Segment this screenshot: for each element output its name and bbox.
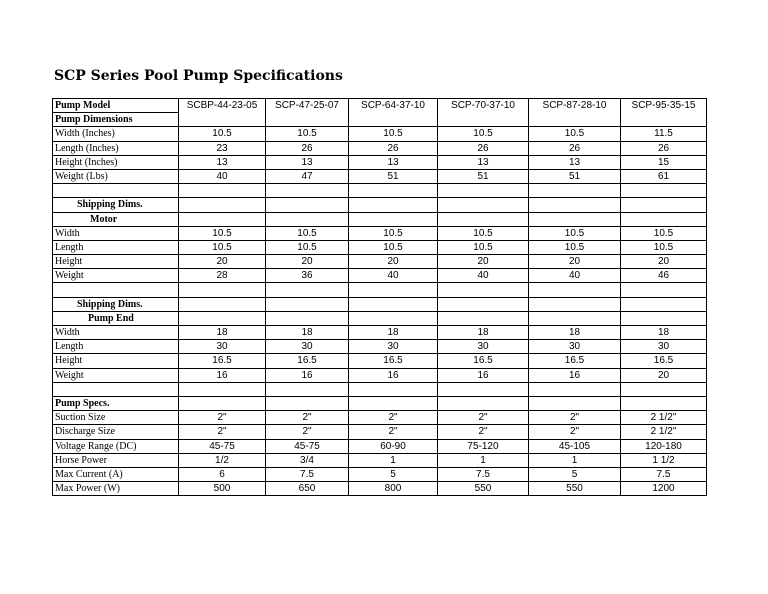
section-row <box>53 212 707 226</box>
spacer-row <box>53 283 707 297</box>
empty-cell <box>349 311 438 325</box>
table-row <box>53 155 707 169</box>
empty-cell <box>529 212 621 226</box>
value-cell: 10.5 <box>438 127 529 141</box>
empty-cell <box>621 212 707 226</box>
empty-cell <box>529 184 621 198</box>
empty-cell <box>53 184 179 198</box>
value-cell: 550 <box>438 482 529 496</box>
table-row <box>53 226 707 240</box>
value-cell: 7.5 <box>621 467 707 481</box>
value-cell: 16.5 <box>438 354 529 368</box>
row-label: Voltage Range (DC) <box>53 439 179 453</box>
value-cell: 13 <box>438 155 529 169</box>
value-cell: 10.5 <box>179 226 266 240</box>
table-row <box>53 141 707 155</box>
value-cell: 7.5 <box>266 467 349 481</box>
value-cell: 18 <box>266 326 349 340</box>
empty-cell <box>529 297 621 311</box>
empty-cell <box>621 311 707 325</box>
value-cell: 10.5 <box>529 127 621 141</box>
empty-cell <box>438 382 529 396</box>
value-cell: 10.5 <box>349 226 438 240</box>
value-cell: 26 <box>266 141 349 155</box>
value-cell: 18 <box>349 326 438 340</box>
value-cell: 13 <box>529 155 621 169</box>
model-header: SCP-95-35-15 <box>621 99 707 127</box>
value-cell: 120-180 <box>621 439 707 453</box>
model-header: SCP-64-37-10 <box>349 99 438 127</box>
row-label: Max Power (W) <box>53 482 179 496</box>
empty-cell <box>266 382 349 396</box>
value-cell: 10.5 <box>529 240 621 254</box>
section-row <box>53 311 707 325</box>
empty-cell <box>179 283 266 297</box>
table-row <box>53 453 707 467</box>
value-cell: 10.5 <box>266 226 349 240</box>
empty-cell <box>529 283 621 297</box>
empty-cell <box>529 311 621 325</box>
empty-cell <box>179 198 266 212</box>
value-cell: 10.5 <box>438 240 529 254</box>
row-label: Horse Power <box>53 453 179 467</box>
empty-cell <box>438 212 529 226</box>
value-cell: 500 <box>179 482 266 496</box>
value-cell: 16 <box>529 368 621 382</box>
table-row <box>53 169 707 183</box>
empty-cell <box>621 382 707 396</box>
value-cell: 20 <box>266 255 349 269</box>
value-cell: 1/2 <box>179 453 266 467</box>
table-row <box>53 354 707 368</box>
empty-cell <box>438 283 529 297</box>
empty-cell <box>349 283 438 297</box>
value-cell: 30 <box>621 340 707 354</box>
value-cell: 800 <box>349 482 438 496</box>
model-header: SCBP-44-23-05 <box>179 99 266 127</box>
table-row <box>53 326 707 340</box>
value-cell: 10.5 <box>266 127 349 141</box>
row-label: Width <box>53 326 179 340</box>
section-label: Pump Specs. <box>53 396 179 410</box>
value-cell: 16 <box>266 368 349 382</box>
value-cell: 2" <box>349 425 438 439</box>
value-cell: 11.5 <box>621 127 707 141</box>
value-cell: 2" <box>438 411 529 425</box>
table-row <box>53 482 707 496</box>
empty-cell <box>179 212 266 226</box>
empty-cell <box>621 396 707 410</box>
value-cell: 51 <box>349 169 438 183</box>
empty-cell <box>179 311 266 325</box>
section-label: Pump End <box>53 311 179 325</box>
empty-cell <box>266 184 349 198</box>
value-cell: 1 <box>349 453 438 467</box>
table-row <box>53 368 707 382</box>
row-label: Width <box>53 226 179 240</box>
value-cell: 2" <box>179 425 266 439</box>
value-cell: 16.5 <box>621 354 707 368</box>
value-cell: 16.5 <box>349 354 438 368</box>
value-cell: 30 <box>266 340 349 354</box>
value-cell: 7.5 <box>438 467 529 481</box>
value-cell: 16 <box>179 368 266 382</box>
empty-cell <box>438 311 529 325</box>
value-cell: 1200 <box>621 482 707 496</box>
table-row <box>53 127 707 141</box>
empty-cell <box>349 297 438 311</box>
table-row <box>53 467 707 481</box>
section-row <box>53 396 707 410</box>
value-cell: 13 <box>349 155 438 169</box>
table-row <box>53 255 707 269</box>
row-label: Suction Size <box>53 411 179 425</box>
row-label: Discharge Size <box>53 425 179 439</box>
spacer-row <box>53 184 707 198</box>
model-header: SCP-47-25-07 <box>266 99 349 127</box>
value-cell: 20 <box>179 255 266 269</box>
value-cell: 18 <box>621 326 707 340</box>
row-label: Weight <box>53 368 179 382</box>
table-row <box>53 340 707 354</box>
value-cell: 10.5 <box>179 127 266 141</box>
row-label: Length <box>53 340 179 354</box>
value-cell: 40 <box>438 269 529 283</box>
value-cell: 16 <box>438 368 529 382</box>
value-cell: 18 <box>529 326 621 340</box>
empty-cell <box>349 382 438 396</box>
value-cell: 16 <box>349 368 438 382</box>
value-cell: 20 <box>529 255 621 269</box>
value-cell: 40 <box>349 269 438 283</box>
value-cell: 10.5 <box>621 240 707 254</box>
empty-cell <box>53 283 179 297</box>
value-cell: 28 <box>179 269 266 283</box>
empty-cell <box>438 396 529 410</box>
value-cell: 16.5 <box>266 354 349 368</box>
value-cell: 36 <box>266 269 349 283</box>
value-cell: 2 1/2" <box>621 425 707 439</box>
value-cell: 10.5 <box>179 240 266 254</box>
model-header: SCP-87-28-10 <box>529 99 621 127</box>
empty-cell <box>349 396 438 410</box>
empty-cell <box>438 297 529 311</box>
row-label: Length (Inches) <box>53 141 179 155</box>
empty-cell <box>349 212 438 226</box>
row-label: Weight <box>53 269 179 283</box>
value-cell: 650 <box>266 482 349 496</box>
spacer-row <box>53 382 707 396</box>
value-cell: 40 <box>179 169 266 183</box>
value-cell: 26 <box>349 141 438 155</box>
value-cell: 1 <box>438 453 529 467</box>
value-cell: 51 <box>529 169 621 183</box>
value-cell: 10.5 <box>349 240 438 254</box>
section-label: Shipping Dims. <box>53 198 179 212</box>
row-label: Width (Inches) <box>53 127 179 141</box>
table-row <box>53 240 707 254</box>
value-cell: 16.5 <box>179 354 266 368</box>
empty-cell <box>529 396 621 410</box>
value-cell: 26 <box>529 141 621 155</box>
value-cell: 23 <box>179 141 266 155</box>
row-label: Weight (Lbs) <box>53 169 179 183</box>
row-label: Height <box>53 354 179 368</box>
value-cell: 2" <box>266 425 349 439</box>
value-cell: 30 <box>349 340 438 354</box>
empty-cell <box>349 184 438 198</box>
value-cell: 2 1/2" <box>621 411 707 425</box>
section-row <box>53 297 707 311</box>
value-cell: 47 <box>266 169 349 183</box>
row-label: Height (Inches) <box>53 155 179 169</box>
empty-cell <box>266 198 349 212</box>
value-cell: 10.5 <box>266 240 349 254</box>
value-cell: 20 <box>621 255 707 269</box>
table-row <box>53 411 707 425</box>
empty-cell <box>349 198 438 212</box>
empty-cell <box>621 297 707 311</box>
value-cell: 20 <box>349 255 438 269</box>
value-cell: 3/4 <box>266 453 349 467</box>
value-cell: 18 <box>438 326 529 340</box>
value-cell: 10.5 <box>349 127 438 141</box>
value-cell: 2" <box>438 425 529 439</box>
section-row <box>53 198 707 212</box>
value-cell: 10.5 <box>529 226 621 240</box>
value-cell: 75-120 <box>438 439 529 453</box>
pump-model-label: Pump Model <box>53 99 179 113</box>
empty-cell <box>179 297 266 311</box>
value-cell: 550 <box>529 482 621 496</box>
value-cell: 2" <box>179 411 266 425</box>
model-header: SCP-70-37-10 <box>438 99 529 127</box>
section-label: Shipping Dims. <box>53 297 179 311</box>
value-cell: 20 <box>438 255 529 269</box>
empty-cell <box>266 212 349 226</box>
value-cell: 46 <box>621 269 707 283</box>
value-cell: 30 <box>438 340 529 354</box>
value-cell: 45-75 <box>266 439 349 453</box>
row-label: Height <box>53 255 179 269</box>
value-cell: 2" <box>529 411 621 425</box>
value-cell: 6 <box>179 467 266 481</box>
value-cell: 5 <box>529 467 621 481</box>
empty-cell <box>621 198 707 212</box>
value-cell: 40 <box>529 269 621 283</box>
row-label: Max Current (A) <box>53 467 179 481</box>
value-cell: 2" <box>349 411 438 425</box>
section-label: Motor <box>53 212 179 226</box>
value-cell: 30 <box>179 340 266 354</box>
value-cell: 30 <box>529 340 621 354</box>
value-cell: 10.5 <box>621 226 707 240</box>
specifications-table <box>52 98 707 496</box>
value-cell: 51 <box>438 169 529 183</box>
empty-cell <box>529 198 621 212</box>
value-cell: 13 <box>179 155 266 169</box>
empty-cell <box>529 382 621 396</box>
empty-cell <box>438 184 529 198</box>
value-cell: 20 <box>621 368 707 382</box>
value-cell: 1 <box>529 453 621 467</box>
empty-cell <box>266 396 349 410</box>
empty-cell <box>621 184 707 198</box>
value-cell: 60-90 <box>349 439 438 453</box>
table-row <box>53 269 707 283</box>
value-cell: 16.5 <box>529 354 621 368</box>
value-cell: 2" <box>529 425 621 439</box>
value-cell: 10.5 <box>438 226 529 240</box>
value-cell: 61 <box>621 169 707 183</box>
empty-cell <box>179 396 266 410</box>
value-cell: 45-75 <box>179 439 266 453</box>
empty-cell <box>179 382 266 396</box>
empty-cell <box>53 382 179 396</box>
empty-cell <box>266 297 349 311</box>
value-cell: 26 <box>438 141 529 155</box>
table-row <box>53 425 707 439</box>
empty-cell <box>621 283 707 297</box>
empty-cell <box>266 283 349 297</box>
value-cell: 26 <box>621 141 707 155</box>
empty-cell <box>179 184 266 198</box>
value-cell: 45-105 <box>529 439 621 453</box>
pump-dimensions-label: Pump Dimensions <box>53 113 179 127</box>
value-cell: 13 <box>266 155 349 169</box>
value-cell: 2" <box>266 411 349 425</box>
value-cell: 15 <box>621 155 707 169</box>
header-row <box>53 99 707 113</box>
table-row <box>53 439 707 453</box>
row-label: Length <box>53 240 179 254</box>
value-cell: 18 <box>179 326 266 340</box>
empty-cell <box>438 198 529 212</box>
empty-cell <box>266 311 349 325</box>
value-cell: 1 1/2 <box>621 453 707 467</box>
page-title: SCP Series Pool Pump Specifications <box>54 68 343 84</box>
value-cell: 5 <box>349 467 438 481</box>
